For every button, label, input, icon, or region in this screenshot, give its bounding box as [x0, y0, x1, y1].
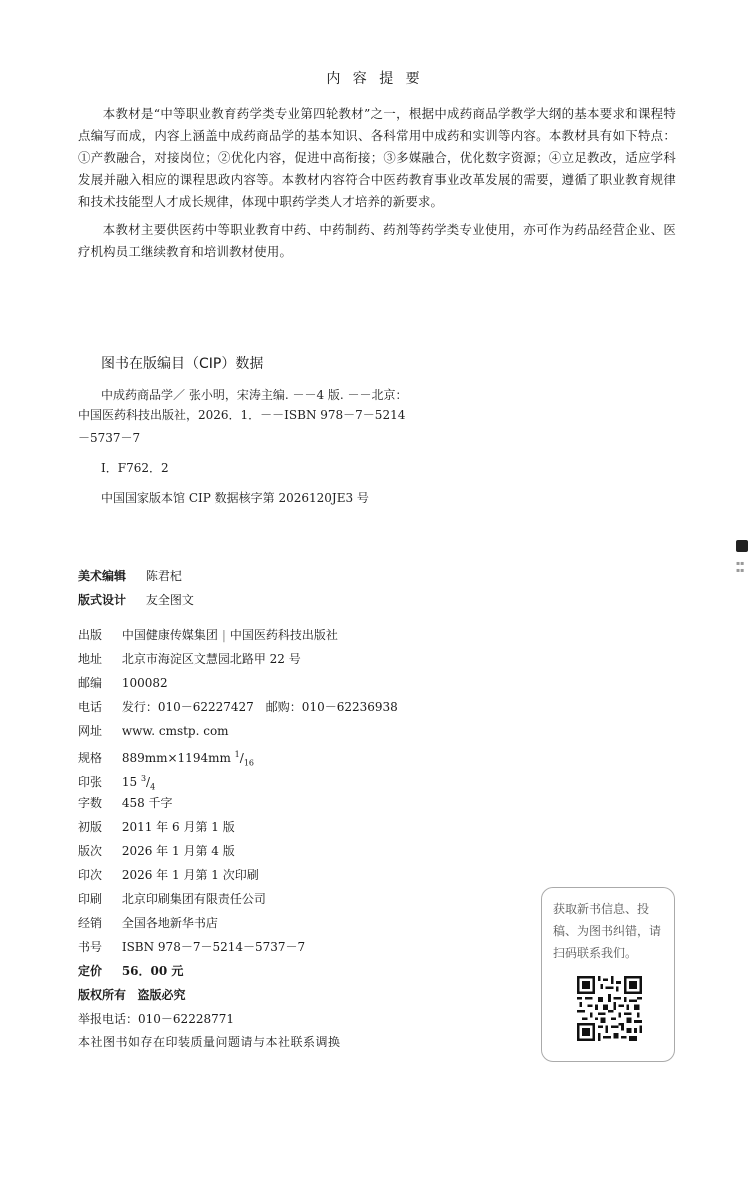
isbn-value: ISBN 978－7－5214－5737－7	[121, 940, 306, 954]
page-title: 内 容 提 要	[326, 71, 424, 87]
summary-paragraph-1: 本教材是“中等职业教育药学类专业第四轮教材”之一，根据中成药商品学教学大纲的基本要求和课程特点编写而成，内容上涵盖中成药商品学的基本知识、各科常用中成药和实训等内容。本教材具有如下特点：①产教融合，对接岗位；②优化内容，促进中高衔接；③多媒融合，优化数字资源；④立足教改，适应学科发展并融入相应的课程思政内容等。本教材内容符合中医药教育事业改革发展的需要，遵循了职业教育规律和技术技能型人才成长规律，体现中职药学类人才培养的新要求。	[78, 106, 676, 209]
layout-design-value: 友全图文	[145, 593, 194, 607]
cip-line-3: －5737－7	[78, 431, 141, 445]
art-editor-row	[78, 567, 182, 584]
printer-value: 北京印刷集团有限责任公司	[121, 892, 266, 906]
edition-value: 2026 年 1 月第 4 版	[121, 844, 235, 858]
price-row	[78, 959, 398, 983]
side-mark-block-icon	[736, 540, 748, 552]
qr-code-icon[interactable]	[577, 976, 642, 1041]
layout-design-label: 版式设计	[78, 593, 127, 607]
cip-line-2: 中国医药科技出版社，2026．1．－－ISBN 978－7－5214	[78, 408, 406, 422]
format-row: 规格 889mm×1194mm $^1/_{16}$	[78, 743, 398, 767]
copyright-row	[78, 983, 398, 1007]
edition-row	[78, 839, 398, 863]
side-mark	[736, 540, 750, 574]
printing-value: 2026 年 1 月第 1 次印刷	[121, 868, 259, 882]
art-editor-value: 陈君杞	[145, 569, 182, 583]
website-value: www. cmstp. com	[121, 724, 229, 738]
publisher-label: 出版	[78, 628, 103, 642]
summary-paragraph-2: 本教材主要供医药中等职业教育中药、中药制药、药剂等药学类专业使用，亦可作为药品经营企业、医疗机构员工继续教育和培训教材使用。	[78, 222, 676, 259]
printing-row	[78, 863, 398, 887]
publisher-row	[78, 623, 398, 647]
publisher-group: 中国健康传媒集团	[121, 628, 218, 642]
website-row	[78, 719, 398, 743]
publication-info	[78, 623, 398, 1031]
address-value: 北京市海淀区文慧园北路甲 22 号	[121, 652, 301, 666]
distributor-label: 经销	[78, 916, 103, 930]
isbn-label: 书号	[78, 940, 103, 954]
distributor-value: 全国各地新华书店	[121, 916, 218, 930]
publisher-name: 中国医药科技出版社	[229, 628, 338, 642]
printing-label: 印次	[78, 868, 103, 882]
address-label: 地址	[78, 652, 103, 666]
sheets-value: 15	[121, 775, 138, 789]
layout-design-row	[78, 591, 194, 608]
word-count-row	[78, 791, 398, 815]
website-label: 网址	[78, 724, 103, 738]
word-count-value: 458 千字	[121, 796, 173, 810]
postcode-value: 100082	[121, 676, 168, 690]
price-label: 定价	[78, 964, 103, 978]
format-fraction-top: 1	[234, 750, 240, 759]
postcode-label: 邮编	[78, 676, 103, 690]
first-edition-label: 初版	[78, 820, 103, 834]
first-edition-row	[78, 815, 398, 839]
phone-value: 发行：010－62227427 邮购：010－62236938	[121, 700, 398, 714]
edition-label: 版次	[78, 844, 103, 858]
art-editor-label: 美术编辑	[78, 569, 127, 583]
address-row	[78, 647, 398, 671]
isbn-row	[78, 935, 398, 959]
format-fraction-bottom: 16	[243, 758, 254, 768]
qr-card	[541, 887, 675, 1062]
phone-label: 电话	[78, 700, 103, 714]
copyright-label: 版权所有	[78, 988, 127, 1002]
cip-line-1: 中成药商品学／ 张小明，宋涛主编. －－4 版. －－北京：	[101, 388, 408, 402]
price-value: 56．00 元	[121, 964, 184, 978]
phone-row	[78, 695, 398, 719]
side-mark-glyphs: ▪▪ ▪▪	[736, 560, 745, 574]
report-label: 举报电话：	[78, 1012, 139, 1026]
first-edition-value: 2011 年 6 月第 1 版	[121, 820, 235, 834]
sheets-label: 印张	[78, 775, 103, 789]
copyright-value: 盗版必究	[137, 988, 186, 1002]
cip-classification: Ⅰ．F762．2	[101, 461, 169, 475]
format-label: 规格	[78, 751, 103, 765]
qr-caption: 获取新书信息、投稿、为图书纠错，请扫码联系我们。	[553, 902, 662, 960]
printer-label: 印刷	[78, 892, 103, 906]
sheets-fraction-top: 3	[140, 774, 147, 783]
sheets-row: 印张 15 $^3/_4$	[78, 767, 398, 791]
postcode-row	[78, 671, 398, 695]
cip-record-number: 中国国家版本馆 CIP 数据核字第 2026120JE3 号	[101, 491, 369, 505]
cip-heading: 图书在版编目（CIP）数据	[101, 356, 264, 372]
word-count-label: 字数	[78, 796, 103, 810]
sheets-fraction-bottom: 4	[150, 782, 156, 792]
footer-note: 本社图书如存在印装质量问题请与本社联系调换	[78, 1035, 341, 1049]
distributor-row	[78, 911, 398, 935]
report-value: 010－62228771	[138, 1012, 234, 1026]
report-row	[78, 1007, 398, 1031]
divider: |	[221, 628, 226, 642]
printer-row	[78, 887, 398, 911]
format-value: 889mm×1194mm	[121, 751, 231, 765]
